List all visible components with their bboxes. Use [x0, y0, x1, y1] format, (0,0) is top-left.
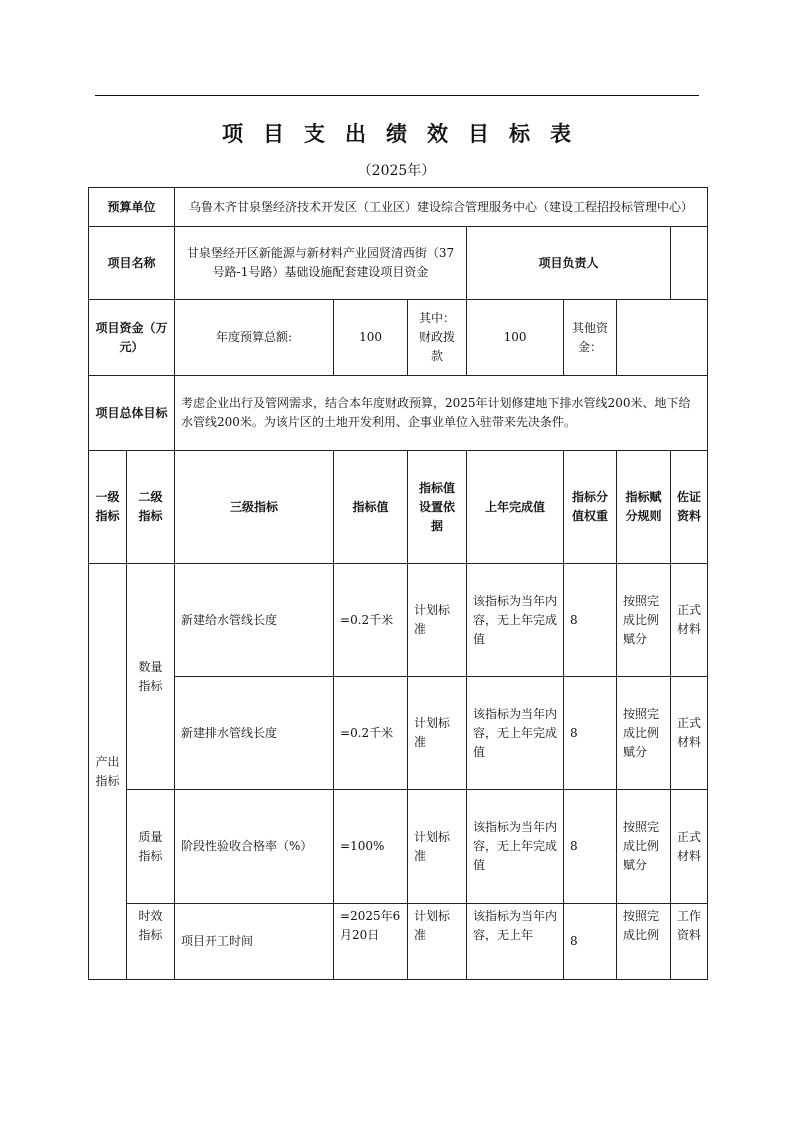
page-subtitle-year: （2025年）: [357, 163, 436, 179]
header-rule: [95, 95, 699, 96]
budget-unit-label: 预算单位: [89, 188, 175, 227]
indicator-basis: 计划标准: [408, 677, 467, 790]
annual-budget-label: 年度预算总额:: [175, 300, 334, 376]
indicator-basis: 计划标准: [408, 564, 467, 677]
indicator-name: 新建排水管线长度: [175, 677, 334, 790]
indicator-value: =100%: [334, 790, 408, 904]
table-row: [89, 904, 708, 980]
header-evidence: 佐证资料: [671, 451, 708, 564]
group-quality: 质量指标: [127, 790, 175, 904]
overall-goal-label: 项目总体目标: [89, 376, 175, 451]
header-value: 指标值: [334, 451, 408, 564]
page-title: 项目支出绩效目标表: [222, 122, 591, 146]
budget-unit-value: 乌鲁木齐甘泉堡经济技术开发区（工业区）建设综合管理服务中心（建设工程招投标管理中心）: [175, 188, 708, 227]
indicator-value: =0.2千米: [334, 564, 408, 677]
indicator-rule: 按照完成比例赋分: [617, 564, 671, 677]
annual-budget-value: 100: [334, 300, 408, 376]
indicator-name: 新建给水管线长度: [175, 564, 334, 677]
indicator-value: =2025年6月20日: [334, 904, 408, 980]
indicator-evidence: 工作资料: [671, 904, 708, 980]
overall-goal-row: [89, 376, 708, 451]
other-funds-label: 其他资金：: [564, 300, 617, 376]
indicator-weight: 8: [564, 564, 617, 677]
indicator-last-year: 该指标为当年内容，无上年: [467, 904, 564, 980]
indicator-rule: 按照完成比例赋分: [617, 790, 671, 904]
header-weight: 指标分值权重: [564, 451, 617, 564]
header-last-year: 上年完成值: [467, 451, 564, 564]
indicator-header-row: [89, 451, 708, 564]
other-funds-value: [617, 300, 708, 376]
indicator-rule: 按照完成比例: [617, 904, 671, 980]
indicator-value: =0.2千米: [334, 677, 408, 790]
indicator-evidence: 正式材料: [671, 564, 708, 677]
header-rule: 指标赋分规则: [617, 451, 671, 564]
indicator-last-year: 该指标为当年内容，无上年完成值: [467, 677, 564, 790]
performance-target-table: [88, 187, 708, 980]
indicator-weight: 8: [564, 904, 617, 980]
project-fund-label: 项目资金（万元）: [89, 300, 175, 376]
indicator-rule: 按照完成比例赋分: [617, 677, 671, 790]
indicator-weight: 8: [564, 790, 617, 904]
fiscal-allocation-value: 100: [467, 300, 564, 376]
group-quantity: 数量指标: [127, 564, 175, 790]
overall-goal-value: 考虑企业出行及管网需求，结合本年度财政预算，2025年计划修建地下排水管线200米、地下给水管线200米。为该片区的土地开发利用、企事业单位入驻带来先决条件。: [175, 376, 708, 451]
project-leader-label: 项目负责人: [467, 227, 671, 300]
header-level3: 三级指标: [175, 451, 334, 564]
indicator-basis: 计划标准: [408, 790, 467, 904]
header-basis: 指标值设置依据: [408, 451, 467, 564]
budget-unit-row: [89, 188, 708, 227]
table-row: [89, 564, 708, 677]
indicator-last-year: 该指标为当年内容，无上年完成值: [467, 790, 564, 904]
indicator-basis: 计划标准: [408, 904, 467, 980]
project-name-row: [89, 227, 708, 300]
project-name-label: 项目名称: [89, 227, 175, 300]
indicator-last-year: 该指标为当年内容，无上年完成值: [467, 564, 564, 677]
project-leader-value: [671, 227, 708, 300]
indicator-name: 项目开工时间: [175, 904, 334, 980]
header-level1: 一级指标: [89, 451, 127, 564]
indicator-weight: 8: [564, 677, 617, 790]
project-fund-row: [89, 300, 708, 376]
level1-output-indicator: 产出指标: [89, 564, 127, 980]
header-level2: 二级指标: [127, 451, 175, 564]
indicator-evidence: 正式材料: [671, 677, 708, 790]
group-timeliness: 时效指标: [127, 904, 175, 980]
project-name-value: 甘泉堡经开区新能源与新材料产业园贤清西街（37号路-1号路）基础设施配套建设项目资金: [175, 227, 467, 300]
indicator-evidence: 正式材料: [671, 790, 708, 904]
indicator-name: 阶段性验收合格率（%）: [175, 790, 334, 904]
table-row: [89, 790, 708, 904]
fiscal-allocation-label: 其中：财政拨款: [408, 300, 467, 376]
table-row: [89, 677, 708, 790]
